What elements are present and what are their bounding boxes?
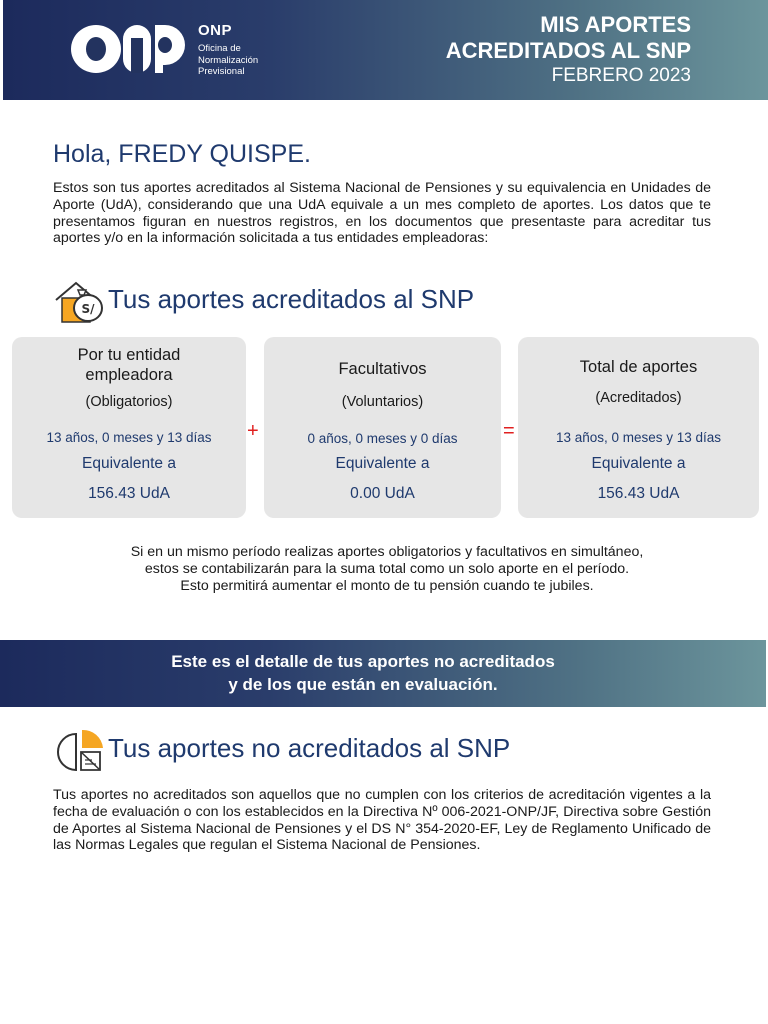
logo-abbreviation: ONP (198, 22, 233, 39)
card-value: 156.43 UdA (88, 485, 170, 502)
intro-paragraph: Estos son tus aportes acreditados al Sistema Nacional de Pensiones y su equivalencia en Unidades de Aporte (UdA), considerando que una UdA equivale a un mes completo de aportes. Los datos que te presentamos figuran en nuestros registros, en los documentos que presentaste para acreditar tus aportes y/o en la información solicitada a tus entidades empleadoras: (53, 180, 711, 247)
report-title-line-2: ACREDITADOS AL SNP (445, 38, 691, 63)
equals-operator: = (503, 420, 515, 442)
card-voluntary-contributions (264, 337, 501, 518)
note-line-1: Si en un mismo período realizas aportes obligatorios y facultativos en simultáneo, (130, 544, 644, 560)
card-subtitle: (Voluntarios) (341, 394, 424, 410)
card-period: 13 años, 0 meses y 13 días (555, 430, 722, 445)
simultaneous-contributions-note (53, 544, 721, 595)
detail-banner-line-1: Este es el detalle de tus aportes no acreditados (171, 652, 555, 671)
header-banner (3, 0, 768, 100)
report-title-line-1: MIS APORTES (540, 12, 691, 37)
note-line-3: Esto permitirá aumentar el monto de tu pensión cuando te jubiles. (180, 578, 594, 594)
accredited-section-title: Tus aportes acreditados al SNP (108, 284, 475, 314)
logo-line-1: Oficina de (198, 43, 241, 54)
card-title-line-1: Facultativos (338, 360, 427, 378)
report-title (446, 12, 691, 88)
non-accredited-section-title: Tus aportes no acreditados al SNP (108, 733, 511, 763)
detail-banner-line-2: y de los que están en evaluación. (228, 675, 498, 694)
card-title-line-1: Total de aportes (579, 358, 698, 376)
non-accredited-paragraph: Tus aportes no acreditados son aquellos que no cumplen con los criterios de acreditación vigentes a la fecha de evaluación o con los establecidos en la Directiva Nº 006-2021-ONP/JF, Directiva sobre Gestión de Aportes al Sistema Nacional de Pensiones y el DS N° 354-2020-EF, Ley de Reglamento Unificado de las Normas Legales que regulan el Sistema Nacional de Pensiones. (53, 787, 711, 854)
card-title-line-1: Por tu entidad (77, 346, 181, 364)
report-period: FEBRERO 2023 (551, 65, 691, 86)
pie-chart-document-icon (52, 728, 106, 772)
card-employer-contributions (12, 337, 246, 518)
card-subtitle: (Obligatorios) (85, 394, 173, 410)
card-subtitle: (Acreditados) (595, 390, 682, 406)
onp-logo-text (198, 22, 258, 78)
svg-text:S/: S/ (81, 302, 95, 316)
card-period: 13 años, 0 meses y 13 días (46, 430, 212, 445)
note-line-2: estos se contabilizarán para la suma total como un solo aporte en el período. (144, 561, 630, 577)
onp-logo-icon (71, 24, 186, 74)
card-title-line-2: empleadora (85, 366, 173, 384)
card-total-contributions (518, 337, 759, 518)
card-value: 0.00 UdA (350, 485, 415, 502)
house-money-bag-icon (52, 280, 106, 324)
plus-operator: + (247, 420, 259, 442)
card-period: 0 años, 0 meses y 0 días (307, 431, 458, 446)
detail-banner (0, 640, 766, 707)
greeting: Hola, FREDY QUISPE. (53, 140, 311, 168)
logo-line-2: Normalización (198, 54, 259, 66)
card-equivalent-label: Equivalente a (335, 455, 430, 472)
logo-line-3: Previsional (198, 66, 245, 77)
card-equivalent-label: Equivalente a (591, 455, 686, 472)
card-value: 156.43 UdA (597, 485, 680, 502)
card-equivalent-label: Equivalente a (82, 455, 176, 472)
